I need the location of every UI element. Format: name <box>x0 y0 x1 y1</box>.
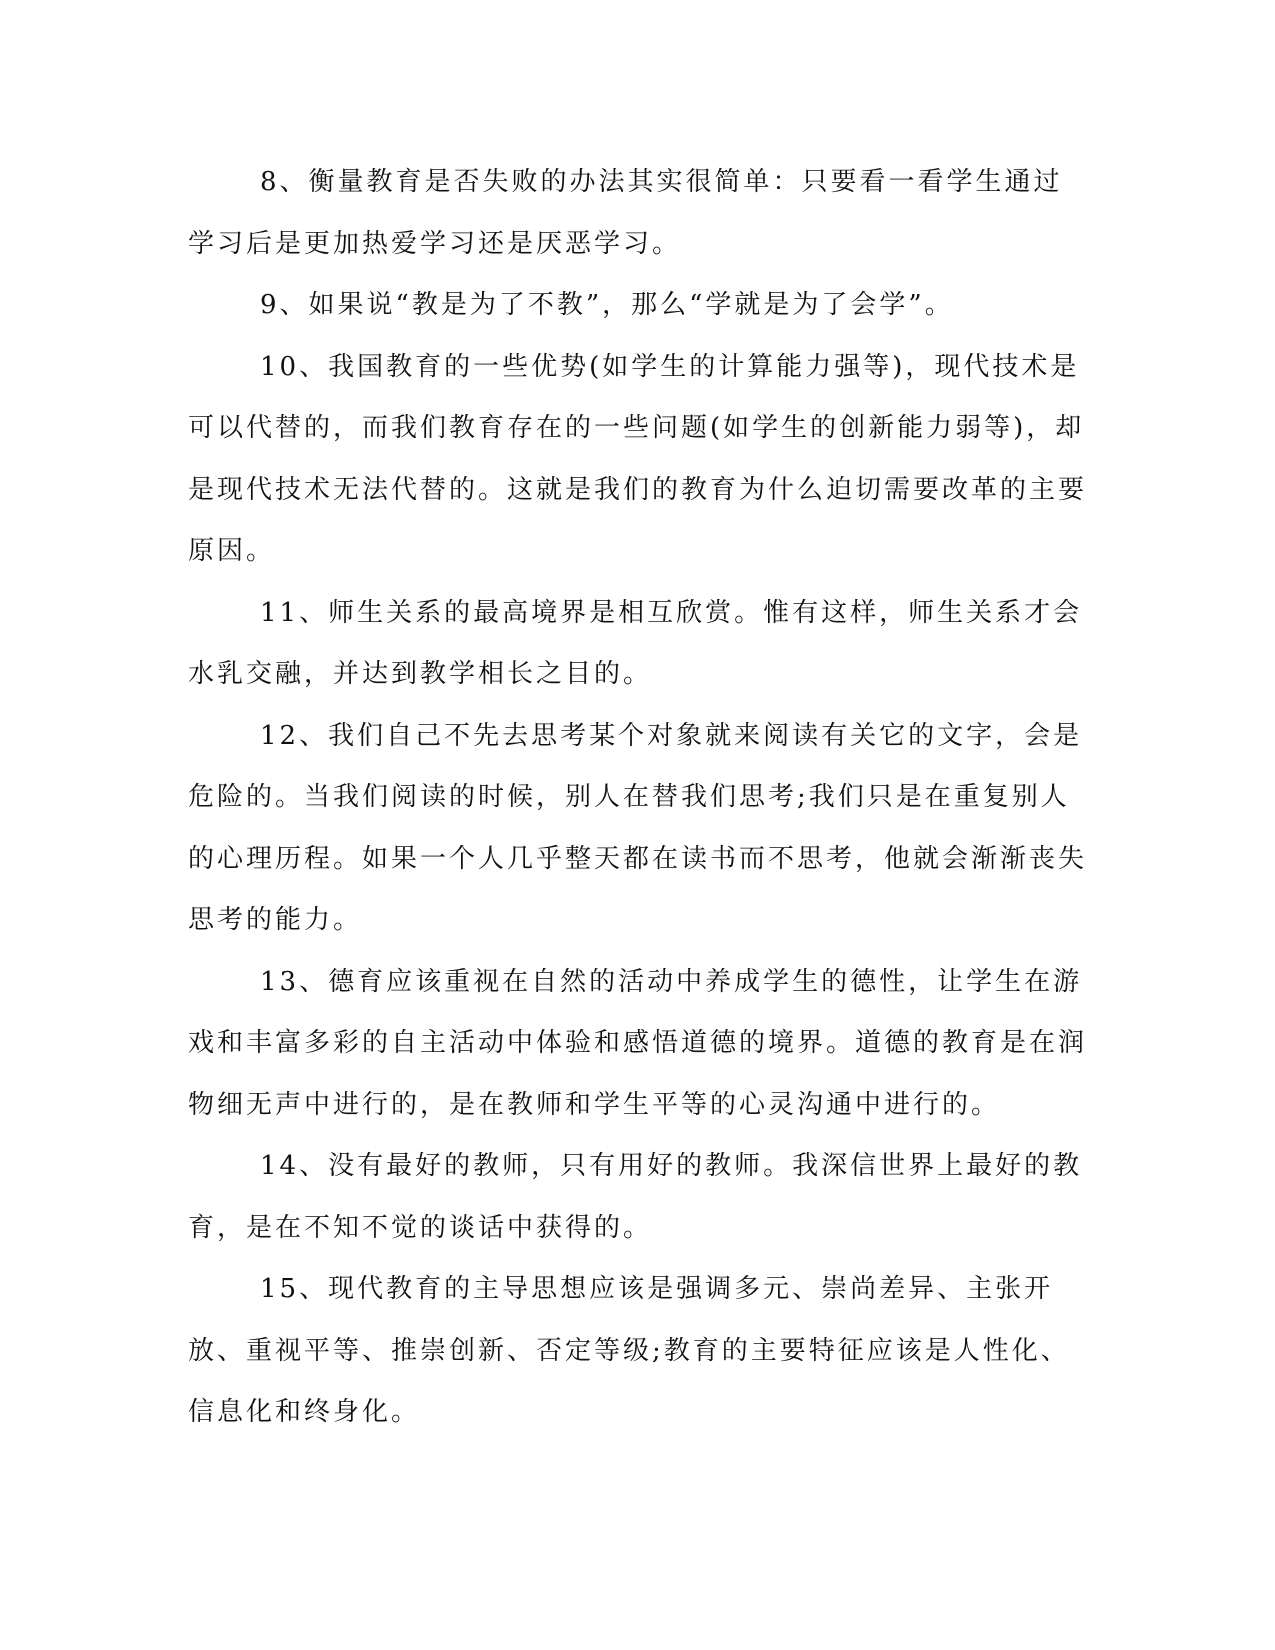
paragraph-8: 8、衡量教育是否失败的办法其实很简单：只要看一看学生通过学习后是更加热爱学习还是厌恶学习。 <box>188 167 1063 259</box>
document-body <box>188 152 1088 1444</box>
paragraph-14: 14、没有最好的教师，只有用好的教师。我深信世界上最好的教育，是在不知不觉的谈话中获得的。 <box>188 1151 1083 1243</box>
paragraph-15: 15、现代教育的主导思想应该是强调多元、崇尚差异、主张开放、重视平等、推崇创新、否定等级;教育的主要特征应该是人性化、信息化和终身化。 <box>188 1274 1070 1427</box>
paragraph-11: 11、师生关系的最高境界是相互欣赏。惟有这样，师生关系才会水乳交融，并达到教学相长之目的。 <box>188 597 1083 689</box>
paragraph-12: 12、我们自己不先去思考某个对象就来阅读有关它的文字，会是危险的。当我们阅读的时候，别人在替我们思考;我们只是在重复别人的心理历程。如果一个人几乎整天都在读书而不思考，他就会渐渐丧失思考的能力。 <box>188 720 1088 935</box>
paragraph-13: 13、德育应该重视在自然的活动中养成学生的德性，让学生在游戏和丰富多彩的自主活动中体验和感悟道德的境界。道德的教育是在润物细无声中进行的，是在教师和学生平等的心灵沟通中进行的。 <box>188 966 1088 1120</box>
paragraph-10: 10、我国教育的一些优势(如学生的计算能力强等)，现代技术是可以代替的，而我们教育存在的一些问题(如学生的创新能力弱等)，却是现代技术无法代替的。这就是我们的教育为什么迫切需要改革的主要原因。 <box>188 351 1088 566</box>
paragraph-9: 9、如果说“教是为了不教”，那么“学就是为了会学”。 <box>260 290 954 320</box>
